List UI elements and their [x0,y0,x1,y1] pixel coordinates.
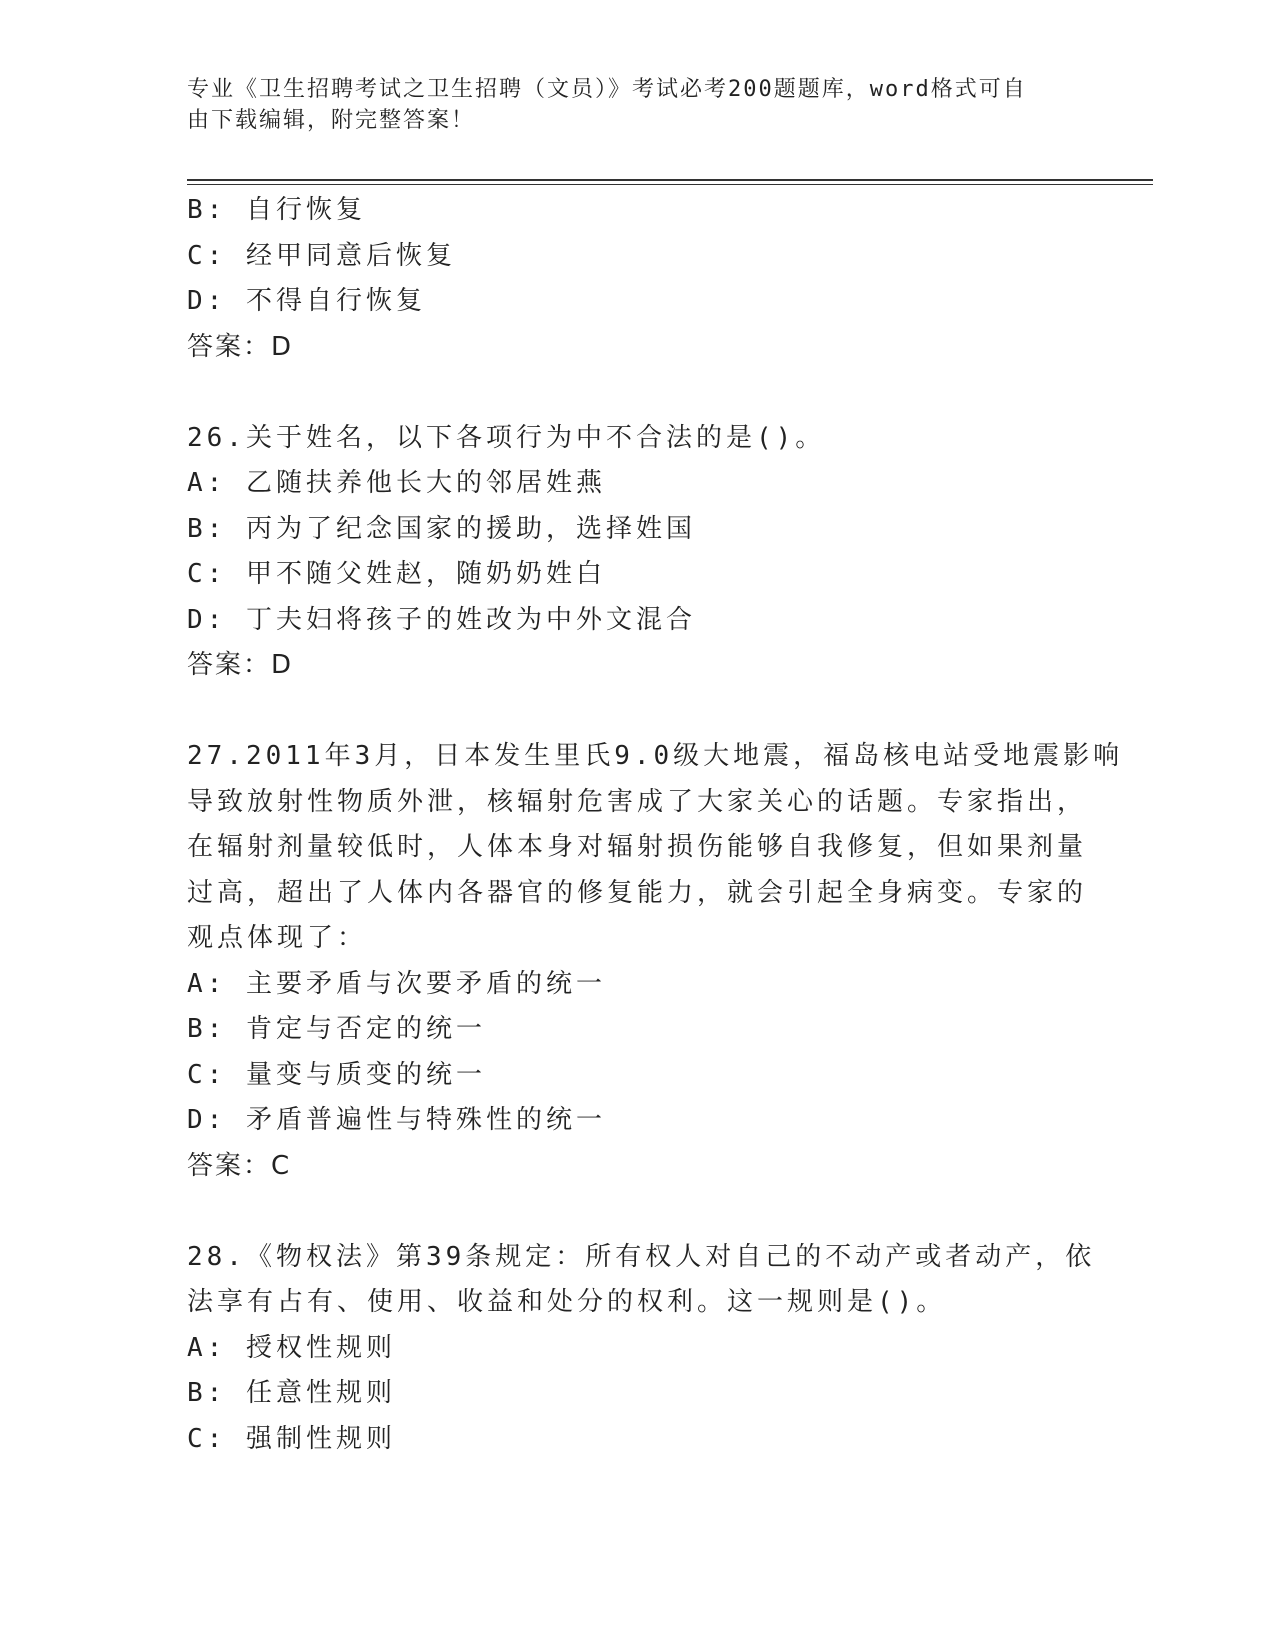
question-stem-line: 过高，超出了人体内各器官的修复能力，就会引起全身病变。专家的 [187,877,1088,908]
header-line-2: 由下载编辑，附完整答案！ [187,108,476,133]
option-c: C: 经甲同意后恢复 [187,240,456,271]
spacer [187,370,1087,416]
answer: 答案：D [187,331,294,362]
spacer [187,1189,1087,1235]
question-list [187,188,1124,1462]
option-a: A: 授权性规则 [187,1332,396,1363]
question-stem-line: 观点体现了： [187,923,368,953]
option-a: A: 乙随扶养他长大的邻居姓燕 [187,468,606,498]
header-divider-thick [187,179,1153,181]
question-stem-line: 法享有占有、使用、收益和处分的权利。这一规则是()。 [187,1287,947,1317]
option-c: C: 强制性规则 [187,1423,396,1454]
answer: 答案：C [187,1150,292,1181]
question-stem: 26.关于姓名，以下各项行为中不合法的是()。 [187,422,826,453]
question-stem-line: 在辐射剂量较低时，人体本身对辐射损伤能够自我修复，但如果剂量 [187,832,1088,862]
option-b: B: 自行恢复 [187,195,366,225]
spacer [187,689,1087,735]
option-b: B: 肯定与否定的统一 [187,1014,486,1044]
option-c: C: 量变与质变的统一 [187,1059,486,1090]
option-d: D: 不得自行恢复 [187,286,426,316]
option-b: B: 丙为了纪念国家的援助，选择姓国 [187,513,696,544]
header-line-1: 专业《卫生招聘考试之卫生招聘（文员）》考试必考200题题库，word格式可自 [187,77,1027,102]
question-stem-line: 28.《物权法》第39条规定：所有权人对自己的不动产或者动产，依 [187,1241,1096,1272]
option-d: D: 矛盾普遍性与特殊性的统一 [187,1105,606,1135]
question-stem-line: 27.2011年3月，日本发生里氏9.0级大地震，福岛核电站受地震影响 [187,741,1124,771]
option-b: B: 任意性规则 [187,1378,396,1408]
option-c: C: 甲不随父姓赵，随奶奶姓白 [187,559,606,589]
document-header [187,74,1087,136]
question-26 [187,416,1087,689]
question-28 [187,1235,1096,1463]
header-divider-thin [187,184,1153,185]
option-d: D: 丁夫妇将孩子的姓改为中外文混合 [187,604,696,635]
answer: 答案：D [187,650,294,680]
question-25-continued [187,188,1087,370]
question-stem-line: 导致放射性物质外泄，核辐射危害成了大家关心的话题。专家指出， [187,786,1088,817]
question-27 [187,734,1124,1189]
option-a: A: 主要矛盾与次要矛盾的统一 [187,968,606,999]
